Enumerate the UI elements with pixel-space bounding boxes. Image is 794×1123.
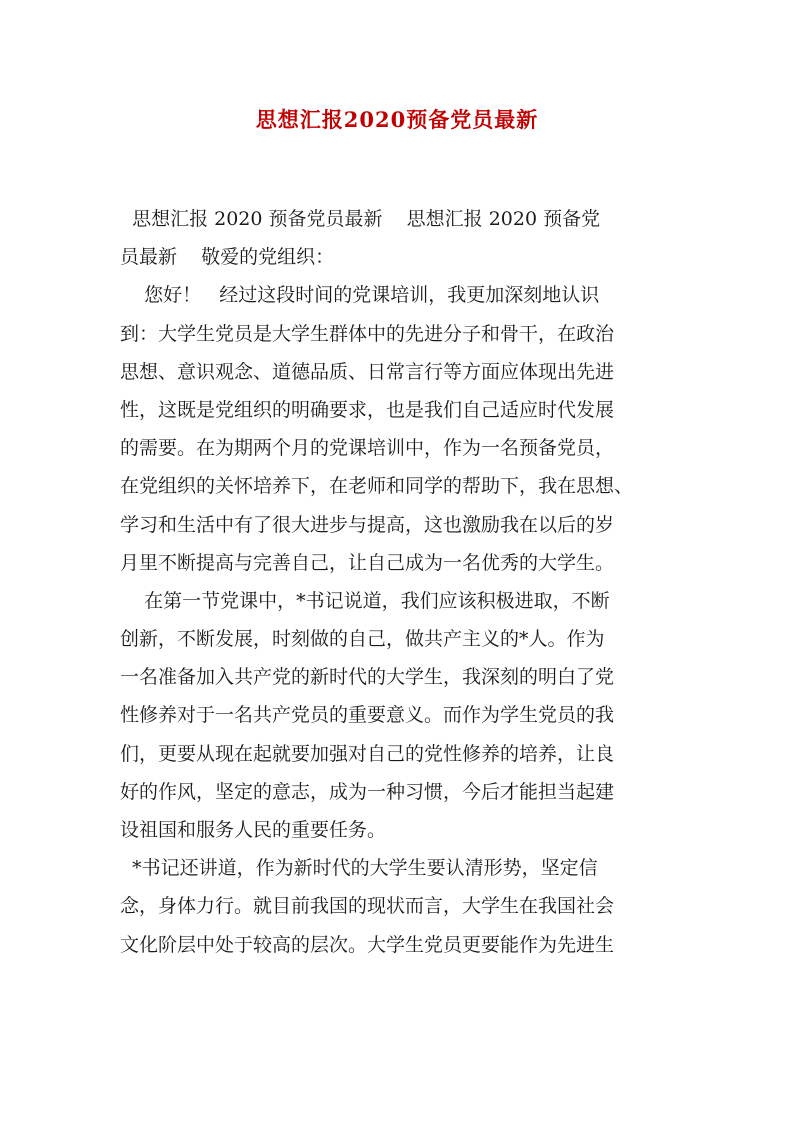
body-text-line: 您好！ 经过这段时间的党课培训，我更加深刻地认识 [120,284,600,307]
body-text-line: 性修养对于一名共产党员的重要意义。而作为学生党员的我 [120,704,615,727]
body-text-line: 月里不断提高与完善自己，让自己成为一名优秀的大学生。 [120,551,615,574]
body-text-line: 一名准备加入共产党的新时代的大学生，我深刻的明白了党 [120,666,615,689]
body-text-line: 设祖国和服务人民的重要任务。 [120,819,387,841]
document-title: 思想汇报2020预备党员最新 [255,107,539,132]
body-text-line: 到：大学生党员是大学生群体中的先进分子和骨干，在政治 [120,322,615,345]
document-body [120,200,680,964]
body-text-line: 的需要。在为期两个月的党课培训中，作为一名预备党员， [120,437,615,460]
body-text-line: 思想、意识观念、道德品质、日常言行等方面应体现出先进 [120,360,615,383]
body-text-line: 性，这既是党组织的明确要求，也是我们自己适应时代发展 [120,398,615,421]
body-text-line: 念，身体力行。就目前我国的现状而言，大学生在我国社会 [120,895,615,918]
body-text-line: 学习和生活中有了很大进步与提高，这也激励我在以后的岁 [120,513,615,536]
body-text-line: 在党组织的关怀培养下，在老师和同学的帮助下，我在思想、 [120,475,634,498]
body-text-line: 好的作风，坚定的意志，成为一种习惯，今后才能担当起建 [120,780,615,803]
body-text-line: 们，更要从现在起就要加强对自己的党性修养的培养，让良 [120,742,615,765]
body-text-line: 创新，不断发展，时刻做的自己，做共产主义的*人。作为 [120,628,605,651]
body-text-line: 思想汇报 2020 预备党员最新 思想汇报 2020 预备党 [120,208,601,230]
body-text-line: 在第一节党课中，*书记说道，我们应该积极进取，不断 [120,589,610,612]
body-text-line: *书记还讲道，作为新时代的大学生要认清形势，坚定信 [120,857,598,880]
body-text-line: 员最新 敬爱的党组织： [120,246,335,269]
body-text-line: 文化阶层中处于较高的层次。大学生党员更要能作为先进生 [120,933,615,956]
